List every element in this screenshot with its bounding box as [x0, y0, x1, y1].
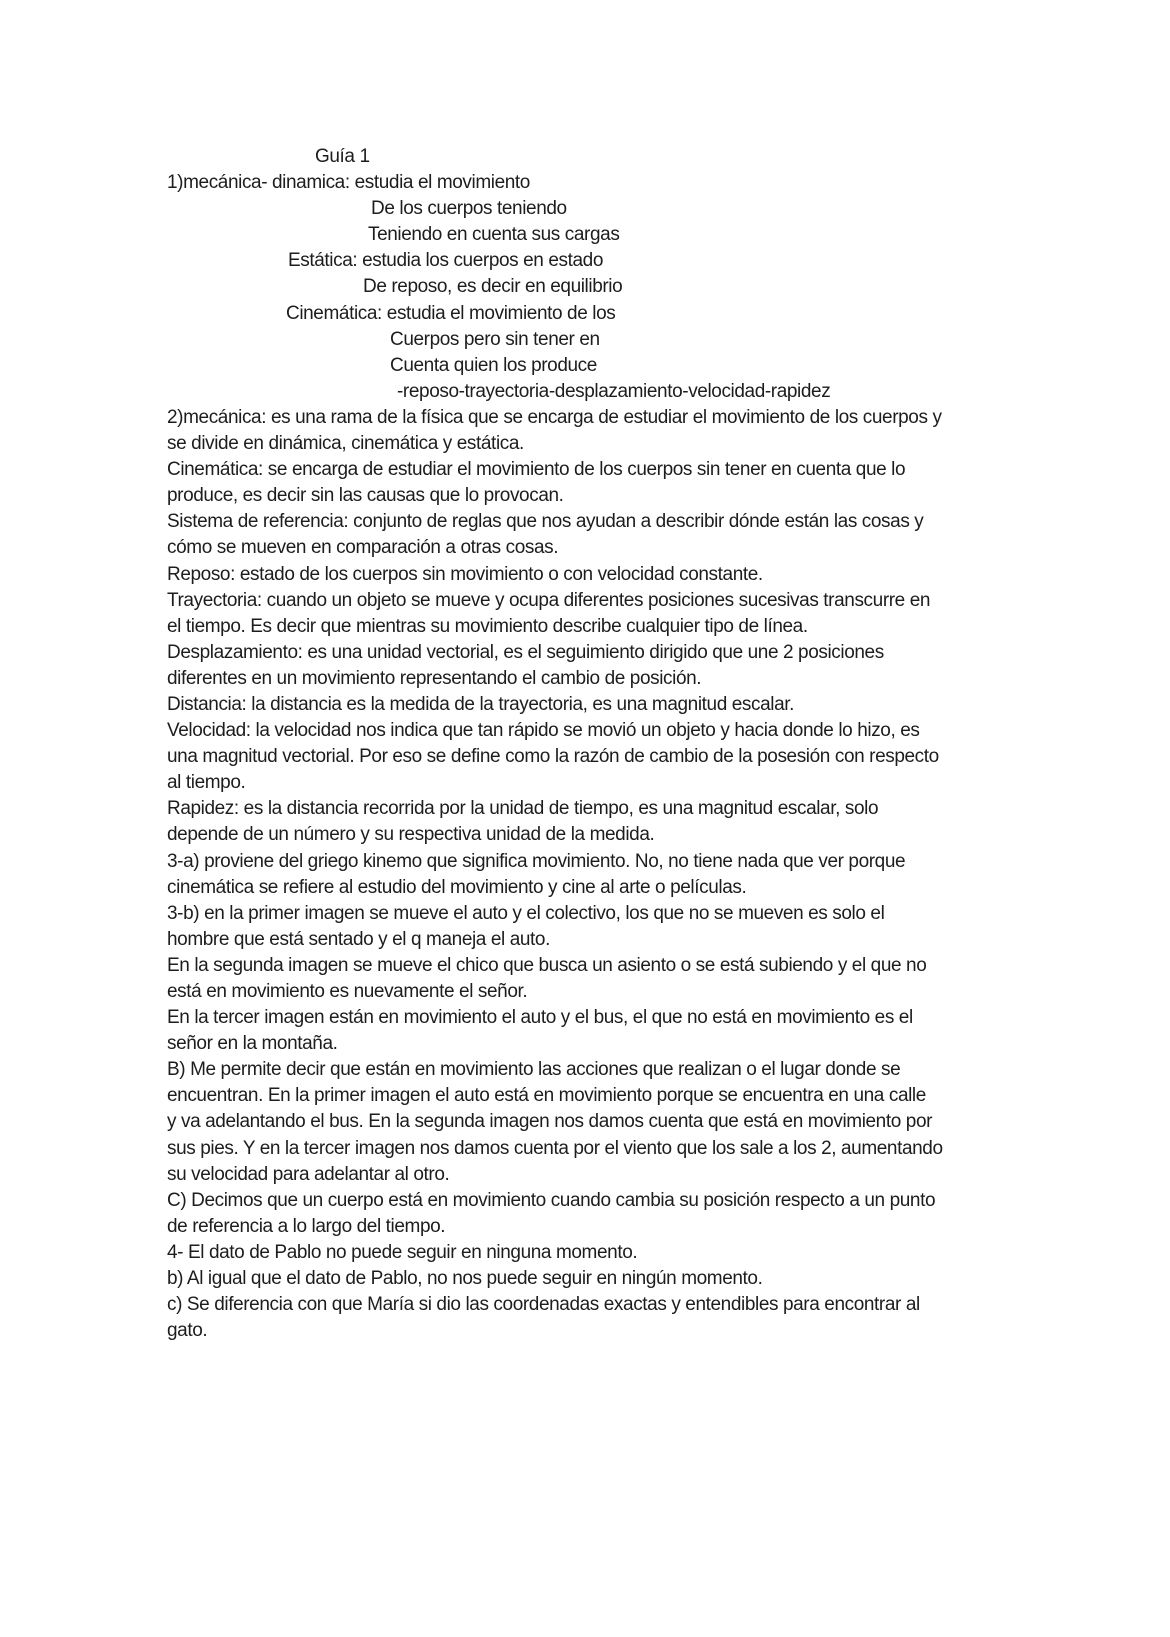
doc-line: produce, es decir sin las causas que lo provocan.: [167, 485, 564, 507]
doc-line: Cinemática: se encarga de estudiar el movimiento de los cuerpos sin tener en cuenta que lo: [167, 459, 906, 481]
doc-line: Teniendo en cuenta sus cargas: [368, 224, 620, 246]
doc-line: 3-a) proviene del griego kinemo que significa movimiento. No, no tiene nada que ver porque: [167, 850, 906, 872]
doc-line: De reposo, es decir en equilibrio: [363, 276, 623, 298]
doc-line: de referencia a lo largo del tiempo.: [167, 1215, 446, 1237]
doc-line: 4- El dato de Pablo no puede seguir en ninguna momento.: [167, 1241, 638, 1263]
doc-line: depende de un número y su respectiva unidad de la medida.: [167, 824, 655, 846]
doc-line: 3-b) en la primer imagen se mueve el auto y el colectivo, los que no se mueven es solo el: [167, 902, 885, 924]
doc-line: Trayectoria: cuando un objeto se mueve y ocupa diferentes posiciones sucesivas transcurre en: [167, 589, 931, 611]
doc-line: al tiempo.: [167, 772, 246, 794]
doc-line: Estática: estudia los cuerpos en estado: [288, 250, 603, 272]
doc-line: cinemática se refiere al estudio del movimiento y cine al arte o películas.: [167, 876, 747, 898]
doc-line: Cuerpos pero sin tener en: [390, 328, 600, 350]
doc-line: cómo se mueven en comparación a otras cosas.: [167, 537, 559, 559]
doc-line: 1)mecánica- dinamica: estudia el movimiento: [167, 172, 530, 194]
doc-line: gato.: [167, 1320, 208, 1342]
page-title: Guía 1: [315, 146, 370, 167]
doc-line: Distancia: la distancia es la medida de la trayectoria, es una magnitud escalar.: [167, 693, 795, 715]
doc-line: 2)mecánica: es una rama de la física que se encarga de estudiar el movimiento de los cuerpos y: [167, 406, 942, 428]
doc-line: su velocidad para adelantar al otro.: [167, 1163, 450, 1185]
doc-line: c) Se diferencia con que María si dio las coordenadas exactas y entendibles para encontrar al: [167, 1294, 920, 1316]
doc-line: Cuenta quien los produce: [390, 354, 597, 376]
doc-line: está en movimiento es nuevamente el señor.: [167, 981, 528, 1002]
doc-line: Reposo: estado de los cuerpos sin movimiento o con velocidad constante.: [167, 563, 763, 585]
doc-line: Sistema de referencia: conjunto de reglas que nos ayudan a describir dónde están las cosas y: [167, 511, 924, 533]
doc-line: hombre que está sentado y el q maneja el auto.: [167, 928, 550, 950]
doc-line: Velocidad: la velocidad nos indica que tan rápido se movió un objeto y hacia donde lo hizo, es: [167, 720, 920, 742]
doc-line: -reposo-trayectoria-desplazamiento-velocidad-rapidez: [397, 380, 831, 402]
doc-line: encuentran. En la primer imagen el auto está en movimiento porque se encuentra en una calle: [167, 1085, 926, 1107]
doc-line: sus pies. Y en la tercer imagen nos damos cuenta por el viento que los sale a los 2, aumentando: [167, 1137, 943, 1159]
doc-line: una magnitud vectorial. Por eso se define como la razón de cambio de la posesión con respecto: [167, 746, 939, 768]
doc-line: el tiempo. Es decir que mientras su movimiento describe cualquier tipo de línea.: [167, 615, 808, 637]
doc-line: C) Decimos que un cuerpo está en movimiento cuando cambia su posición respecto a un punto: [167, 1189, 936, 1211]
doc-line: señor en la montaña.: [167, 1033, 338, 1055]
doc-line: Desplazamiento: es una unidad vectorial, es el seguimiento dirigido que une 2 posiciones: [167, 641, 884, 663]
doc-line: De los cuerpos teniendo: [371, 198, 567, 220]
doc-line: b) Al igual que el dato de Pablo, no nos puede seguir en ningún momento.: [167, 1268, 763, 1290]
doc-line: diferentes en un movimiento representando el cambio de posición.: [167, 667, 702, 689]
doc-line: En la segunda imagen se mueve el chico que busca un asiento o se está subiendo y el que no: [167, 954, 927, 976]
doc-line: Rapidez: es la distancia recorrida por la unidad de tiempo, es una magnitud escalar, solo: [167, 798, 879, 820]
doc-line: B) Me permite decir que están en movimiento las acciones que realizan o el lugar donde se: [167, 1059, 901, 1081]
doc-line: se divide en dinámica, cinemática y estática.: [167, 433, 524, 455]
doc-line: Cinemática: estudia el movimiento de los: [286, 302, 616, 324]
doc-line: En la tercer imagen están en movimiento el auto y el bus, el que no está en movimiento es el: [167, 1007, 913, 1029]
doc-line: y va adelantando el bus. En la segunda imagen nos damos cuenta que está en movimiento por: [167, 1111, 933, 1133]
